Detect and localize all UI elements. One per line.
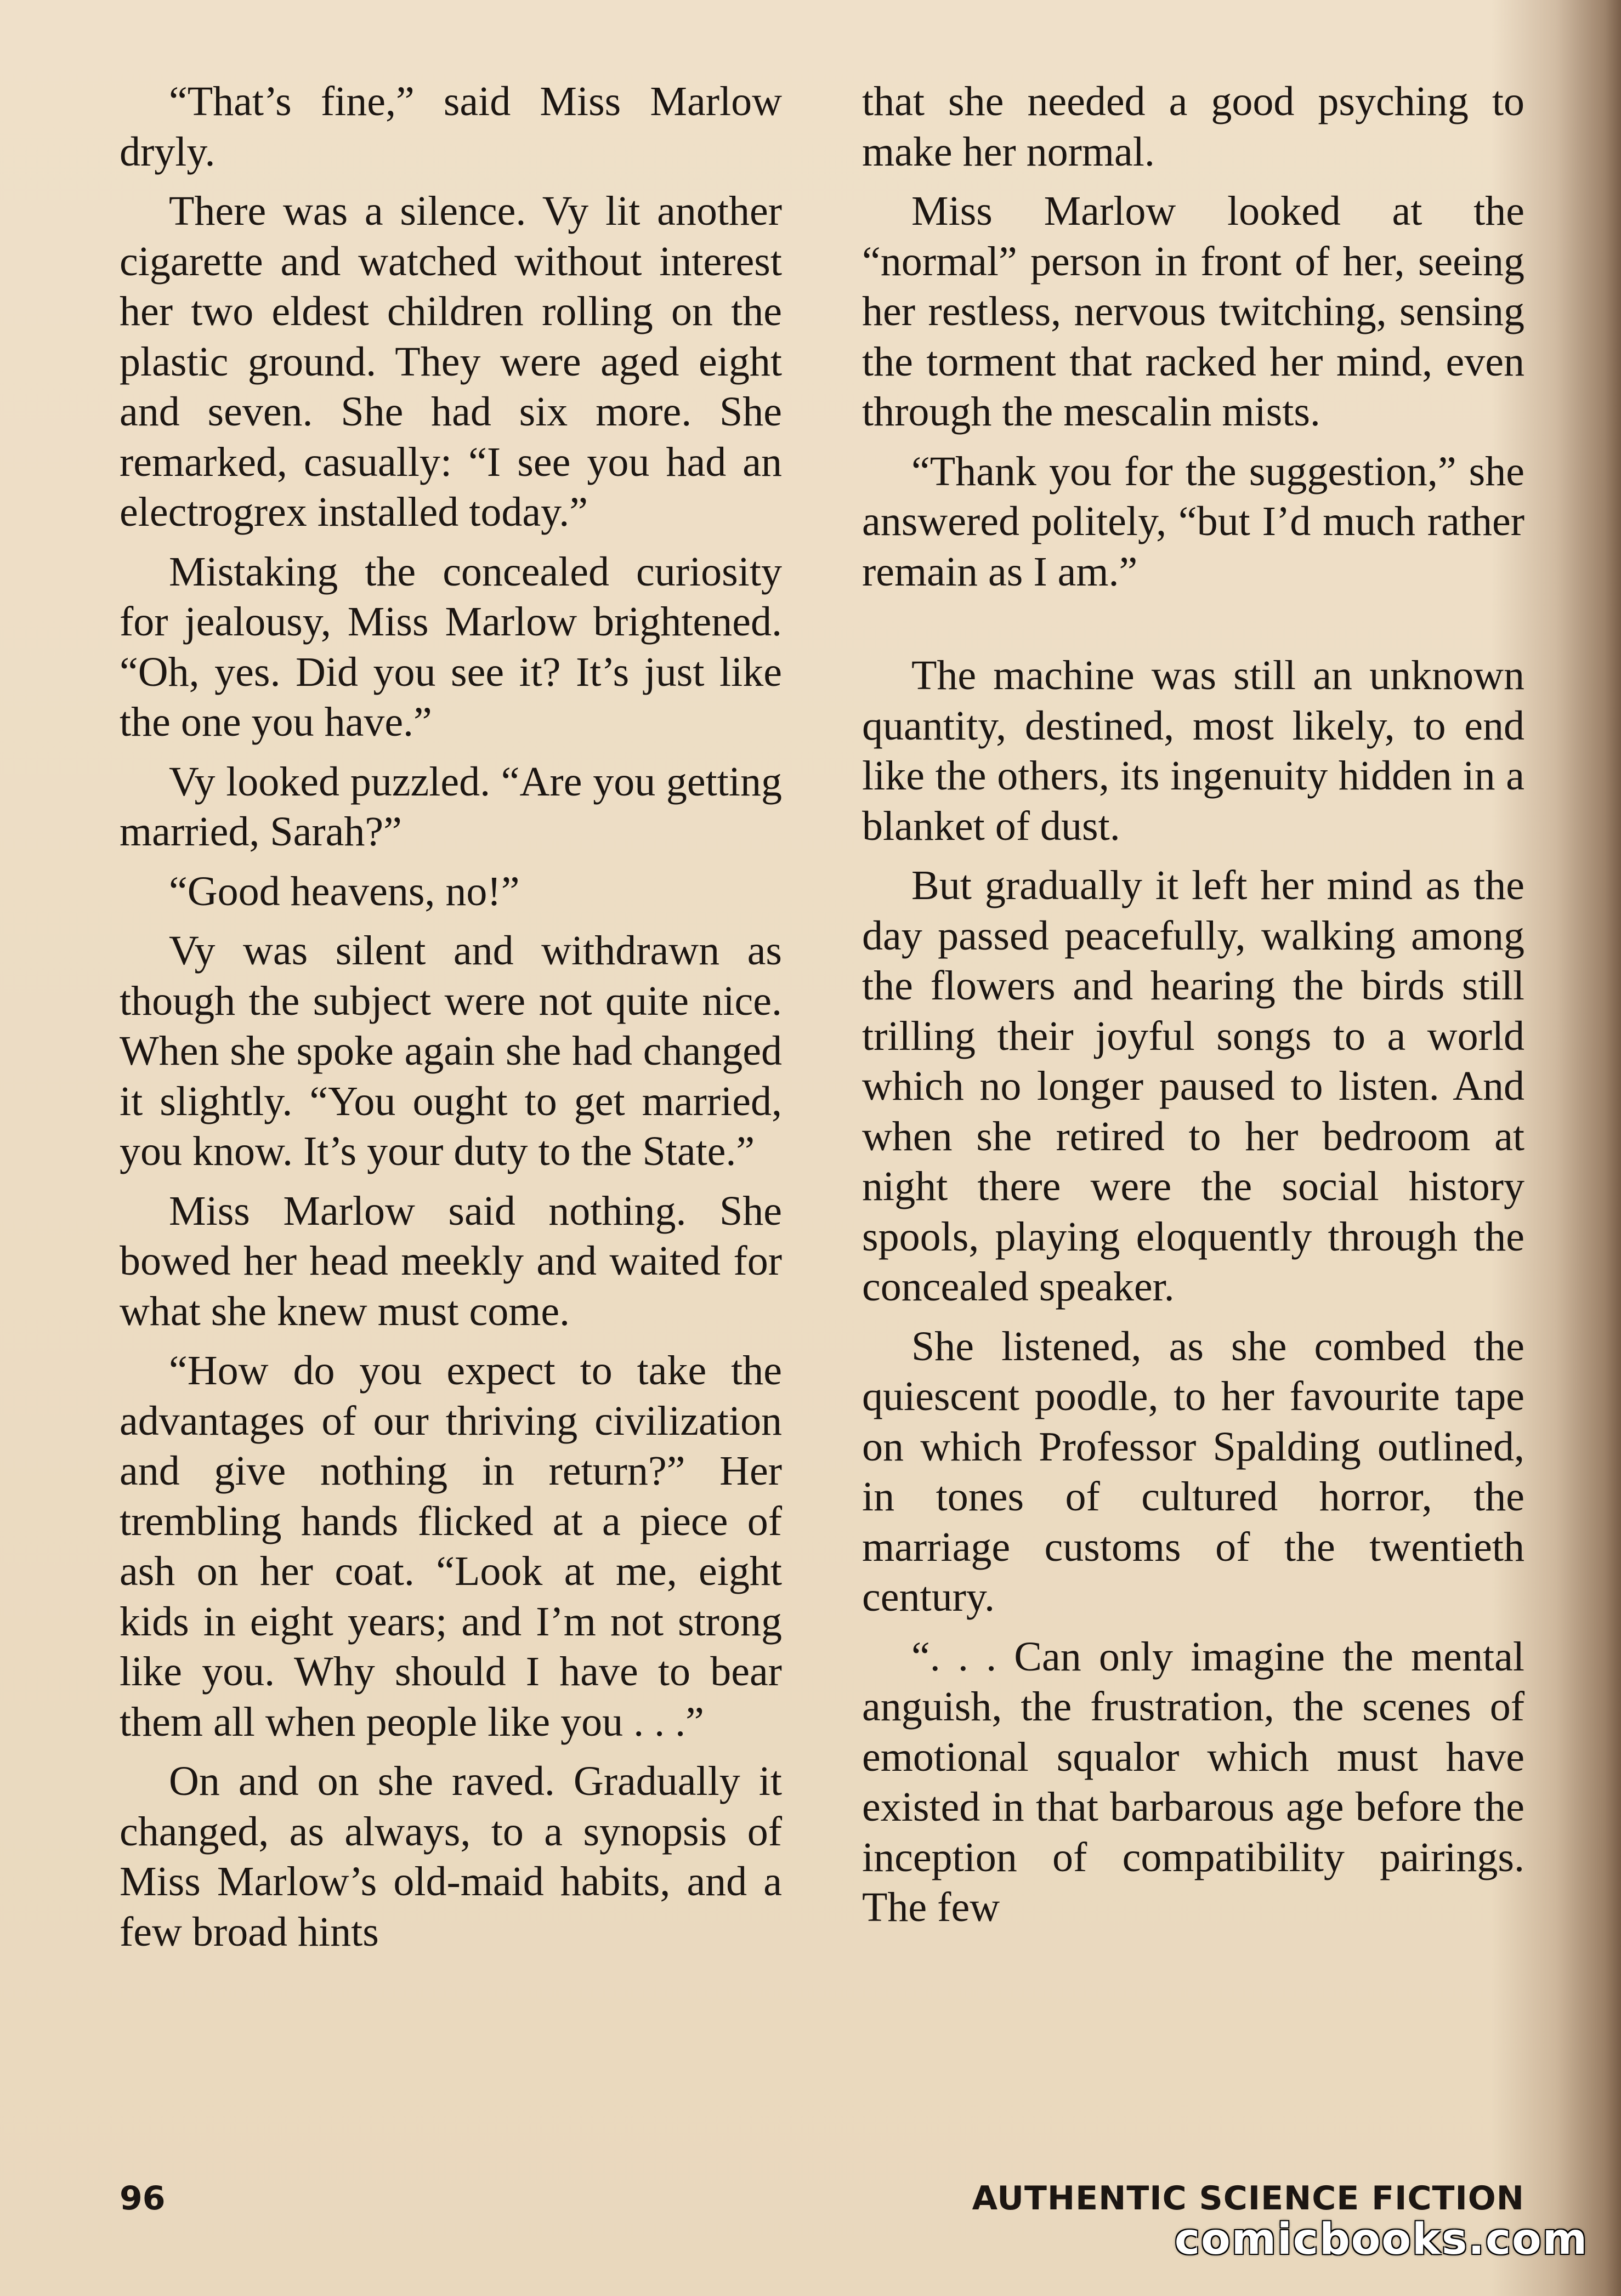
paragraph-mistaking-curiosity: Mistaking the concealed curiosity for jealousy, Miss Marlow brightened. “Oh, yes. Did you see it? It’s just like the one you have.” (120, 548, 782, 745)
paragraph-good-psyching: that she needed a good psyching to make her normal. (862, 78, 1524, 175)
page-number: 96 (120, 2179, 166, 2218)
paragraph-normal-person: Miss Marlow looked at the “normal” person in front of her, seeing her restless, nervous twitching, sensing the torment that racked her mind, even through the mescalin mists. (862, 188, 1524, 435)
left-text-column (120, 77, 782, 1967)
paragraph-how-do-you-expect: “How do you expect to take the advantages of our thriving civilization and give nothing in return?” Her trembling hands flicked at a piece of ash on her coat. “Look at me, eight kids in eight years; and I’m not strong like you. Why should I have to bear them all when people like you . . .” (120, 1348, 782, 1745)
paragraph-that-s-fine: “That’s fine,” said Miss Marlow dryly. (120, 78, 782, 175)
right-text-column (862, 77, 1524, 1942)
paragraph-machine-unknown: The machine was still an unknown quantity, destined, most likely, to end like the others, its ingenuity hidden in a blanket of dust. (862, 652, 1524, 849)
paragraph-vy-silent: Vy was silent and withdrawn as though the subject were not quite nice. When she spoke again she had changed it slightly. “You ought to get married, you know. It’s your duty to the State.” (120, 928, 782, 1174)
paragraph-said-nothing: Miss Marlow said nothing. She bowed her head meekly and waited for what she knew must come. (120, 1187, 782, 1334)
paragraph-silence: There was a silence. Vy lit another cigarette and watched without interest her two eldest children rolling on the plastic ground. They were aged eight and seven. She had six more. She remarked, casually: “I see you had an electrogrex installed today.” (120, 188, 782, 535)
watermark: comicbooks.com (1174, 2215, 1588, 2264)
paragraph-on-and-on: On and on she raved. Gradually it changed, as always, to a synopsis of Miss Marlow’s old-maid habits, and a few broad hints (120, 1758, 782, 1955)
paragraph-gradually-left: But gradually it left her mind as the day passed peacefully, walking among the flowers and hearing the birds still trilling their joyful songs to a world which no longer paused to listen. And when she retired to her bedroom at night there were the social history spools, playing eloquently through the concealed speaker. (862, 862, 1524, 1310)
paragraph-good-heavens: “Good heavens, no!” (169, 868, 520, 914)
paragraph-mental-anguish: “. . . Can only imagine the mental anguish, the frustration, the scenes of emotional squalor which must have existed in that barbarous age before the inception of compatibility pairings. The few (862, 1633, 1524, 1930)
running-title: AUTHENTIC SCIENCE FICTION (972, 2179, 1524, 2218)
paragraph-thank-you: “Thank you for the suggestion,” she answered politely, “but I’d much rather remain as I am.” (862, 448, 1524, 595)
paragraph-vy-puzzled: Vy looked puzzled. “Are you getting married, Sarah?” (120, 758, 782, 855)
paragraph-she-listened: She listened, as she combed the quiescent poodle, to her favourite tape on which Professor Spalding outlined, in tones of cultured horror, the marriage customs of the twentieth century. (862, 1323, 1524, 1620)
